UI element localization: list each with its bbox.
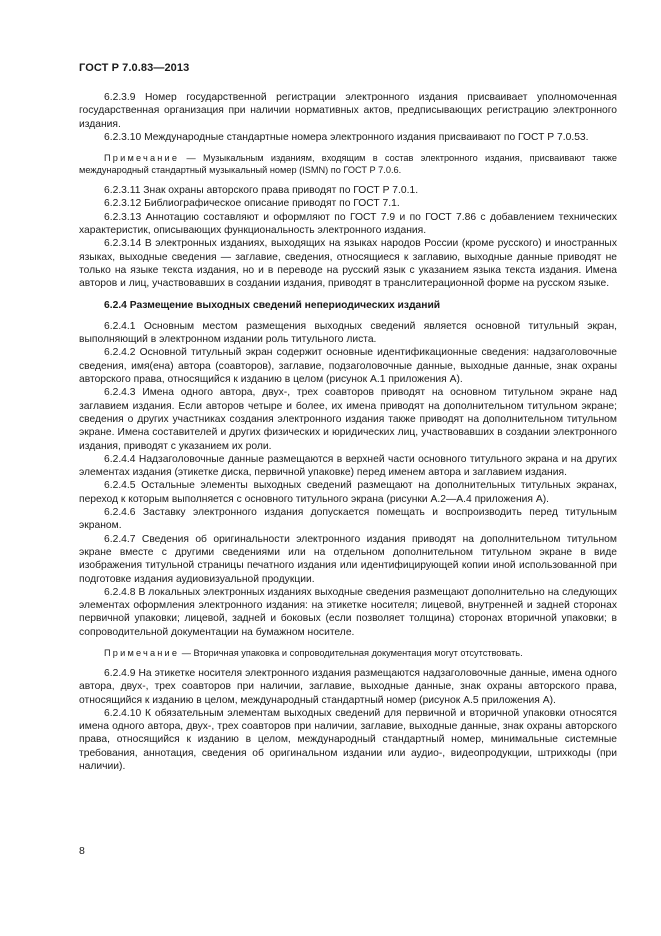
paragraph-6-2-3-11: 6.2.3.11 Знак охраны авторского права приводят по ГОСТ Р 7.0.1.	[104, 185, 419, 197]
note-text: — Музыкальным изданиям, входящим в состав электронного издания, присваивают также международный стандартный музыкальный номер (ISMN) по ГОСТ Р 7.0.6.	[79, 153, 617, 176]
note-isnm	[79, 152, 617, 176]
paragraph-6-2-4-3: 6.2.4.3 Имена одного автора, двух-, трех соавторов приводят на основном титульном экране над заглавием издания. Если авторов четыре и более, их имена приводят на дополнительном титульном экране; сведения о других участниках создания электронного издания также приводят на дополнительном титульном экране. Имена составителей и других физических и юридических лиц, участвовавших в создании электронного издания, приводят с указанием их роли.	[79, 387, 617, 452]
document-header: ГОСТ Р 7.0.83—2013	[79, 62, 190, 74]
paragraph-6-2-4-9: 6.2.4.9 На этикетке носителя электронного издания размещаются надзаголовочные данные, имена одного автора, двух-, трех соавторов при наличии, заглавие, выходные данные, знак охраны авторского права, относящийся к изданию в целом, международный стандартный номер (рисунок А.5 приложения А).	[79, 667, 617, 706]
section-heading-6-2-4: 6.2.4 Размещение выходных сведений непериодических изданий	[104, 299, 441, 311]
paragraph-6-2-4-8: 6.2.4.8 В локальных электронных изданиях выходные сведения размещают дополнительно на следующих элементах оформления электронного издания: на этикетке носителя; лицевой, внутренней и задней сторонах первичной упаковки; лицевой, задней и боковых (если позволяет толщина) сторонах вторичной упаковки; в сопроводительной документации на бумажном носителе.	[79, 586, 617, 638]
paragraph-6-2-4-6: 6.2.4.6 Заставку электронного издания допускается помещать и воспроизводить перед титульным экраном.	[79, 507, 617, 532]
note-label: Примечание	[104, 153, 180, 164]
paragraph-6-2-4-10: 6.2.4.10 К обязательным элементам выходных сведений для первичной и вторичной упаковки относятся имена одного автора, двух-, трех соавторов при наличии, заглавие, выходные данные, знак охраны авторского права, относящийся к изданию в целом, международный стандартный номер, минимальные системные требования, аннотация, сведения об оригинальном издании или аудио-, видеопродукции, штрихкоды (при наличии).	[79, 707, 617, 773]
paragraph-6-2-4-1: 6.2.4.1 Основным местом размещения выходных сведений является основной титульный экран, выполняющий в электронном издании роль титульного листа.	[79, 320, 617, 346]
page-number: 8	[79, 845, 85, 857]
paragraph-6-2-4-2: 6.2.4.2 Основной титульный экран содержит основные идентификационные сведения: надзаголовочные сведения, имя(ена) автора (соавторов), заглавие, подзаголовочные данные, выходные данные, знак охраны авторского права, относящийся к изданию в целом (рисунок А.1 приложения А).	[79, 347, 617, 386]
paragraph-6-2-4-7: 6.2.4.7 Сведения об оригинальности электронного издания приводят на дополнительном титульном экране вместе с другими сведениями или на отдельном дополнительном титульном экране в виде изображения титульной страницы печатного издания или идентифицирующей копии иной использованной при подготовке издания аудиовизуальной продукции.	[79, 533, 617, 585]
document-body	[79, 91, 617, 773]
paragraph-6-2-3-9: 6.2.3.9 Номер государственной регистрации электронного издания присваивает уполномоченная государственная организация при наличии нормативных актов, предписывающих регистрацию электронного издания.	[79, 92, 617, 130]
note-text: — Вторичная упаковка и сопроводительная документация могут отсутствовать.	[179, 647, 523, 658]
paragraph-6-2-3-10: 6.2.3.10 Международные стандартные номера электронного издания присваивают по ГОСТ Р 7.0.53.	[104, 131, 589, 143]
note-label: Примечание	[104, 647, 180, 658]
paragraph-6-2-3-14: 6.2.3.14 В электронных изданиях, выходящих на языках народов России (кроме русского) и иностранных языках, выходные сведения — заглавие, сведения, относящиеся к заглавию, выходные данные приводят не только на языке текста издания, но и в переводе на русский язык с указанием языка текста издания. Имена авторов и лиц, участвовавших в создании издания, приводят в транслитерационной форме на русском языке.	[79, 238, 617, 290]
paragraph-6-2-3-12: 6.2.3.12 Библиографическое описание приводят по ГОСТ 7.1.	[104, 198, 400, 210]
note-packaging	[79, 647, 617, 659]
paragraph-6-2-4-5: 6.2.4.5 Остальные элементы выходных сведений размещают на дополнительных титульных экранах, переход к которым выполняется с основного титульного экрана (рисунки А.2—А.4 приложения А).	[79, 480, 617, 505]
paragraph-6-2-4-4: 6.2.4.4 Надзаголовочные данные размещаются в верхней части основного титульного экрана и на других элементах издания (этикетке диска, первичной упаковке) перед именем автора и заглавием издания.	[79, 453, 617, 479]
paragraph-6-2-3-13: 6.2.3.13 Аннотацию составляют и оформляют по ГОСТ 7.9 и по ГОСТ 7.86 с добавлением технических характеристик, описывающих функциональность электронного издания.	[79, 211, 617, 237]
